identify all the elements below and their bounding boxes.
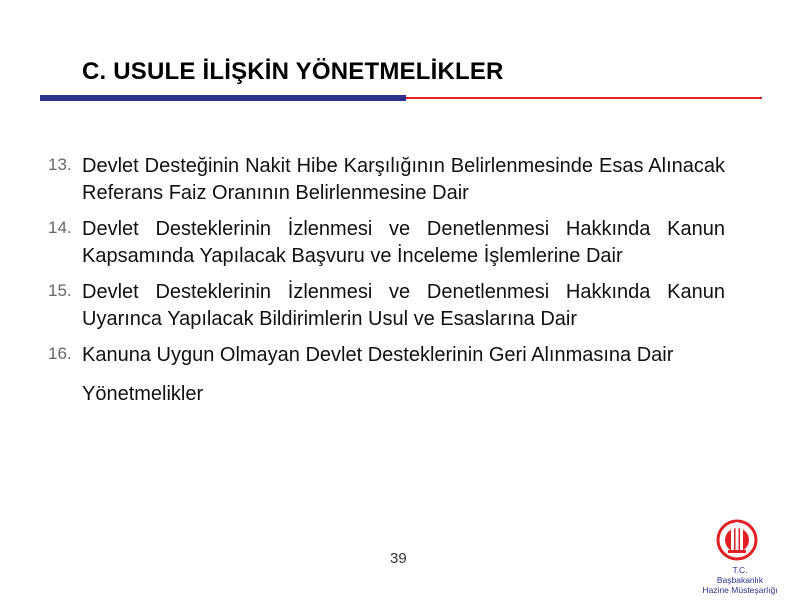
list-item	[40, 153, 725, 207]
item-text: Devlet Desteklerinin İzlenmesi ve Denetlenmesi Hakkında Kanun Kapsamında Yapılacak Başvuru ve İnceleme İşlemlerine Dair	[82, 218, 725, 267]
item-number: 15.	[48, 281, 72, 300]
item-text: Devlet Desteğinin Nakit Hibe Karşılığının Belirlenmesinde Esas Alınacak Referans Faiz Oranının Belirlenmesine Dair	[82, 155, 725, 204]
list-item	[40, 279, 725, 333]
list-item	[40, 216, 725, 270]
item-text: Kanuna Uygun Olmayan Devlet Desteklerinin Geri Alınmasına Dair	[82, 344, 674, 366]
regulation-list	[40, 153, 725, 408]
item-text: Devlet Desteklerinin İzlenmesi ve Denetlenmesi Hakkında Kanun Uyarınca Yapılacak Bildirimlerin Usul ve Esaslarına Dair	[82, 281, 725, 330]
list-item	[40, 342, 725, 369]
title-rule-blue	[40, 95, 406, 101]
title-rule-red	[406, 97, 762, 99]
slide-title: C. USULE İLİŞKİN YÖNETMELİKLER	[82, 58, 504, 85]
org-caption	[690, 565, 790, 595]
org-line-2: Başbakanlık	[716, 575, 764, 585]
page-number: 39	[390, 550, 407, 567]
item-number: 16.	[48, 344, 72, 363]
item-number: 14.	[48, 218, 72, 237]
org-line-3: Hazine Müsteşarlığı	[702, 585, 778, 595]
item-number: 13.	[48, 155, 72, 174]
treasury-logo-icon	[712, 518, 762, 564]
list-tail: Yönetmelikler	[82, 383, 204, 405]
org-line-1: T.C.	[732, 565, 748, 575]
